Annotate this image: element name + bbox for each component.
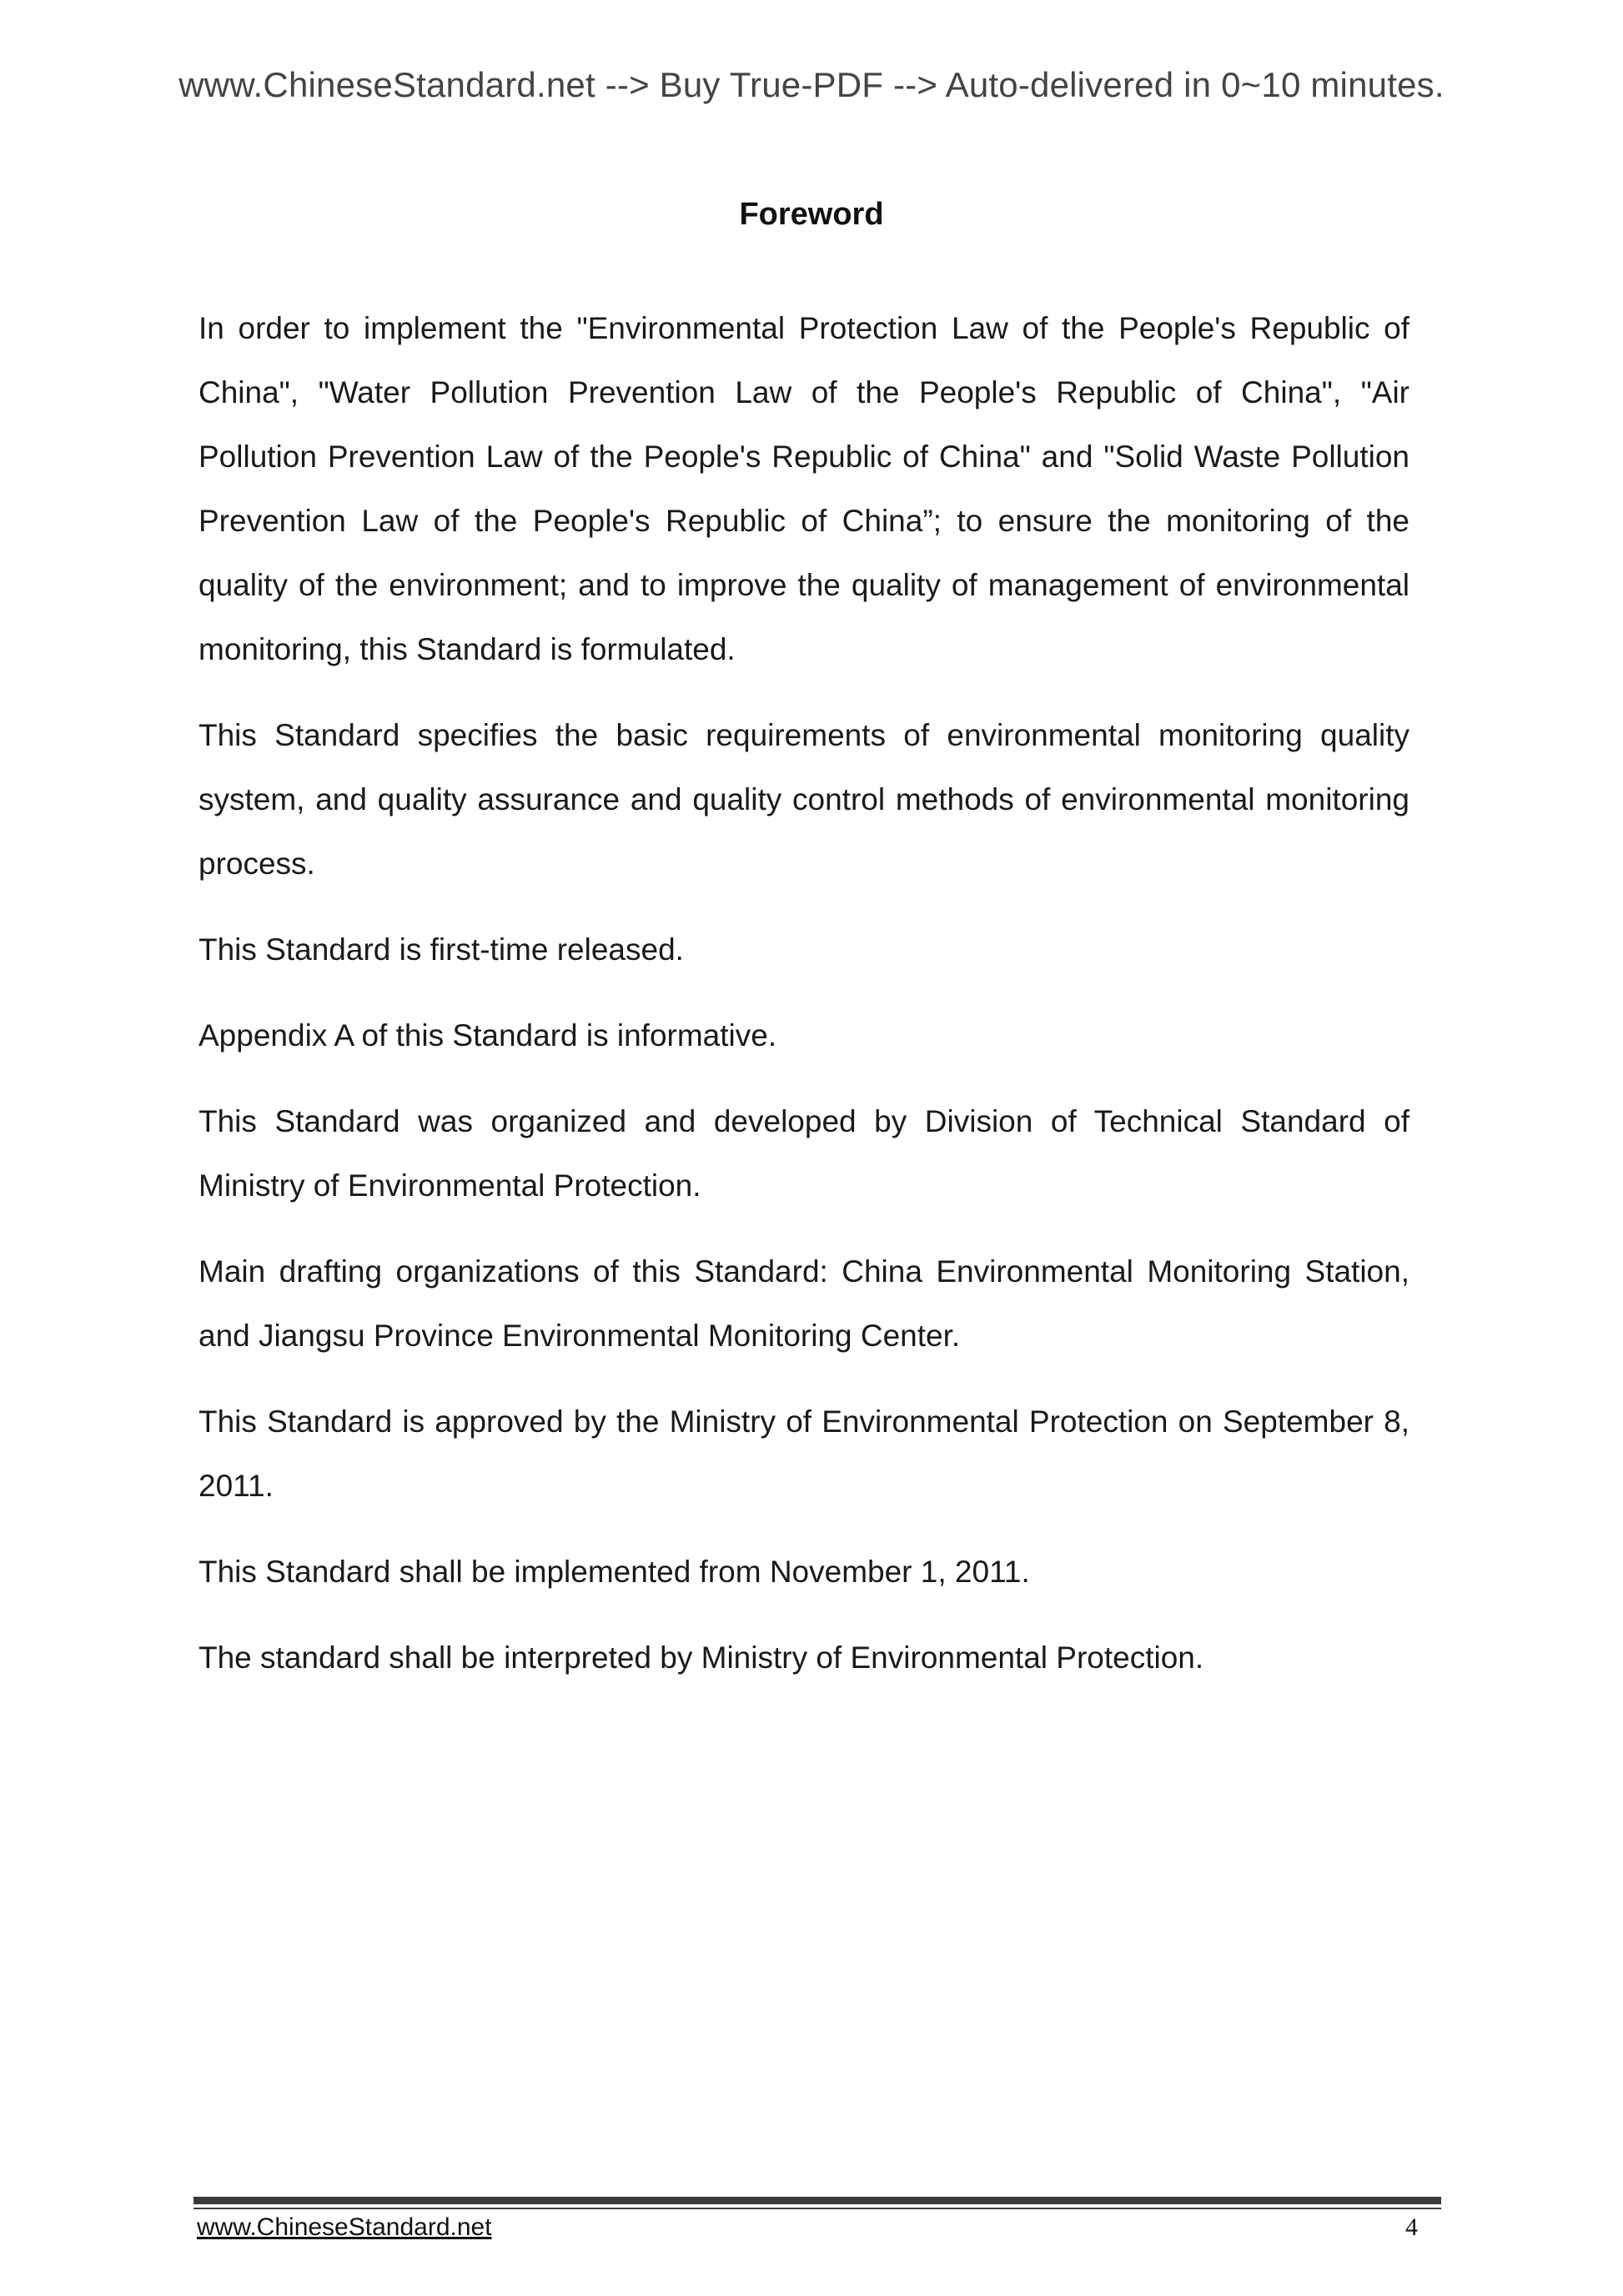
page-number: 4 <box>1405 2213 1418 2241</box>
paragraph-release: This Standard is first-time released. <box>198 932 684 967</box>
paragraph-drafters: Main drafting organizations of this Standard: China Environmental Monitoring Station, and Jiangsu Province Environmental Monitoring Center. <box>198 1254 1409 1353</box>
paragraph-interpretation: The standard shall be interpreted by Ministry of Environmental Protection. <box>198 1640 1204 1675</box>
page-title: Foreword <box>739 197 884 232</box>
foreword-body <box>198 296 1409 1711</box>
paragraph-purpose: In order to implement the "Environmental Protection Law of the People's Republic of China", "Water Pollution Prevention Law of the People's Republic of China", "Air Pollution Prevention Law of the People's Republic of China" and "Solid Waste Pollution Prevention Law of the People's Republic of China”; to ensure the monitoring of the quality of the environment; and to improve the quality of management of environmental monitoring, this Standard is formulated. <box>198 311 1409 666</box>
header-banner[interactable]: www.ChineseStandard.net --> Buy True-PDF --> Auto-delivered in 0~10 minutes. <box>178 65 1445 104</box>
footer-divider-thin <box>193 2208 1441 2209</box>
paragraph-appendix: Appendix A of this Standard is informative. <box>198 1018 777 1053</box>
paragraph-scope: This Standard specifies the basic requirements of environmental monitoring quality system, and quality assurance and quality control methods of environmental monitoring process. <box>198 718 1409 881</box>
paragraph-implementation: This Standard shall be implemented from November 1, 2011. <box>198 1555 1030 1589</box>
footer-divider-thick <box>193 2197 1441 2204</box>
paragraph-organizer: This Standard was organized and developed by Division of Technical Standard of Ministry of Environmental Protection. <box>198 1104 1409 1203</box>
paragraph-approval: This Standard is approved by the Ministry of Environmental Protection on September 8, 2011. <box>198 1404 1409 1503</box>
footer-link[interactable]: www.ChineseStandard.net <box>197 2213 492 2241</box>
